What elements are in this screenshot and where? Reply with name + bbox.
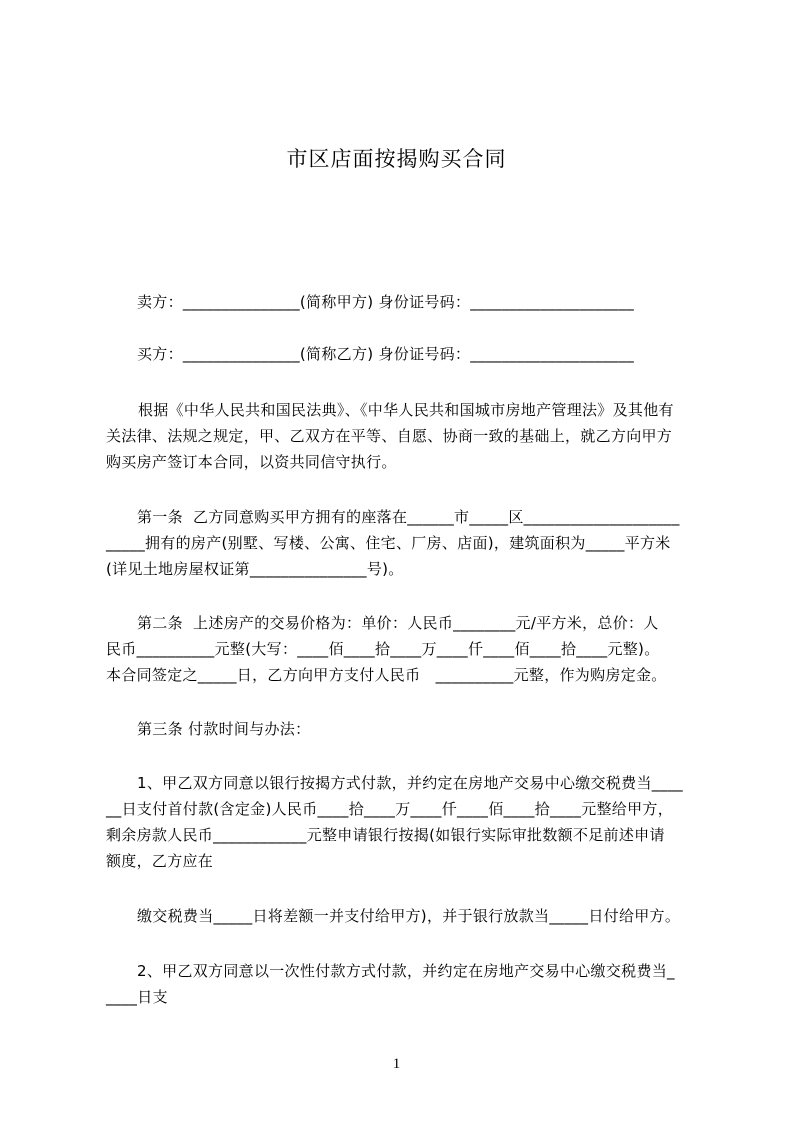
clause-2-line-2: ____日支: [106, 988, 168, 1006]
article-1-line-3: (详见土地房屋权证第_______________号)。: [106, 560, 404, 578]
preamble-line-1: 根据《中华人民共和国民法典》、《中华人民共和国城市房地产管理法》及其他有: [138, 401, 674, 419]
clause-1-line-5: 缴交税费当_____日将差额一并支付给甲方)，并于银行放款当_____日付给甲方。: [137, 907, 681, 925]
preamble-line-2: 关法律、法规之规定，甲、乙双方在平等、自愿、协商一致的基础上，就乙方向甲方: [106, 427, 673, 445]
clause-1-line-3: 剩余房款人民币____________元整申请银行按揭(如银行实际审批数额不足前述申请: [106, 826, 665, 844]
article-1-line-2: _____拥有的房产(别墅、写楼、公寓、住宅、厂房、店面)，建筑面积为_____平方米: [106, 534, 671, 552]
clause-1-line-2: __日支付首付款(含定金)人民币____拾____万____仟____佰____拾____元整给甲方，: [106, 800, 674, 818]
article-2-line-3: 本合同签定之_____日，乙方向甲方支付人民币 __________元整，作为购房定金。: [106, 666, 667, 684]
clause-2-line-1: 2、甲乙双方同意以一次性付款方式付款，并约定在房地产交易中心缴交税费当_: [137, 962, 675, 980]
page-number: 1: [392, 1056, 401, 1072]
preamble-line-3: 购买房产签订本合同，以资共同信守执行。: [106, 453, 397, 471]
document-title: 市区店面按揭购买合同: [286, 147, 507, 171]
article-3-heading: 第三条 付款时间与办法：: [137, 720, 311, 738]
clause-1-line-1: 1、甲乙双方同意以银行按揭方式付款，并约定在房地产交易中心缴交税费当____: [137, 774, 683, 792]
clause-1-line-4: 额度，乙方应在: [106, 852, 214, 870]
article-1-line-1: 第一条 乙方同意购买甲方拥有的座落在______市_____区____________________: [137, 508, 680, 526]
buyer-line: 买方：_______________(简称乙方) 身份证号码：_____________________: [137, 345, 635, 363]
article-2-line-2: 民币__________元整(大写：____佰____拾____万____仟____佰____拾____元整)。: [106, 640, 660, 658]
article-2-line-1: 第二条 上述房产的交易价格为：单价：人民币________元/平方米，总价：人: [137, 614, 659, 632]
seller-line: 卖方：_______________(简称甲方) 身份证号码：_____________________: [137, 293, 635, 311]
